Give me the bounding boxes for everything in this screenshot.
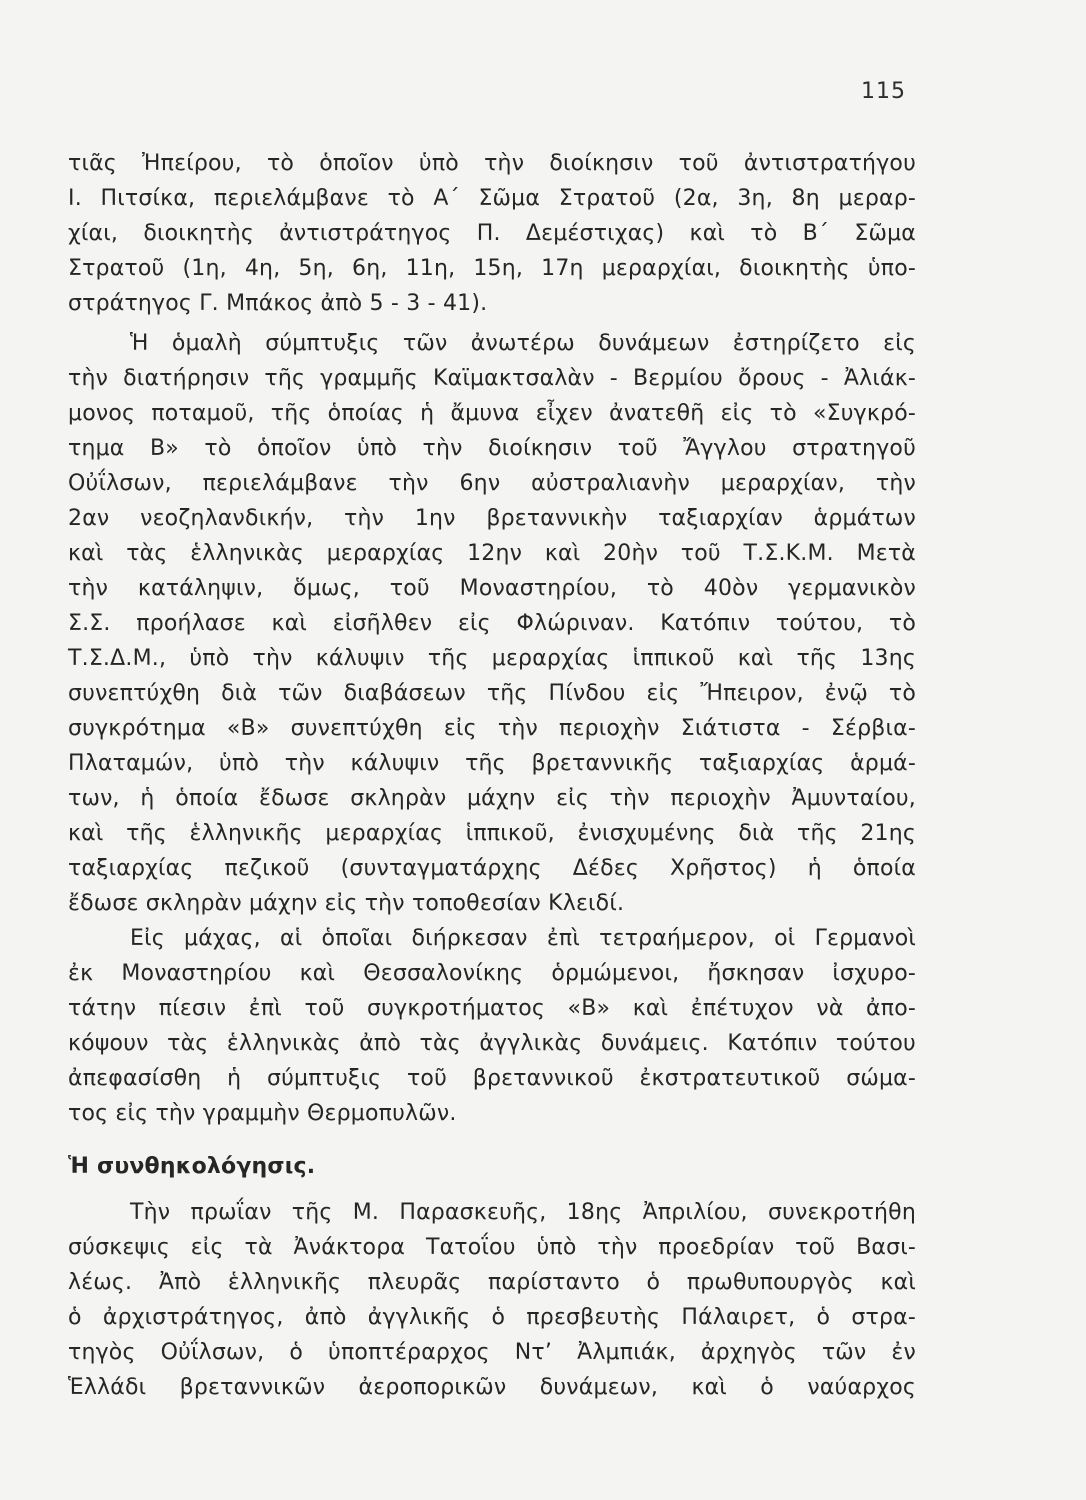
text-line: Πλαταμών, ὑπὸ τὴν κάλυψιν τῆς βρεταννικῆς ταξιαρχίας ἁρμά-: [68, 751, 916, 776]
paragraph: [68, 1195, 916, 1405]
text-line: τιᾶς Ἠπείρου, τὸ ὁποῖον ὑπὸ τὴν διοίκησιν τοῦ ἀντιστρατήγου: [68, 151, 916, 176]
text-line: Στρατοῦ (1η, 4η, 5η, 6η, 11η, 15η, 17η μεραρχίαι, διοικητὴς ὑπο-: [68, 256, 916, 281]
text-line: καὶ τὰς ἑλληνικὰς μεραρχίας 12ην καὶ 20ὴν τοῦ Τ.Σ.Κ.Μ. Μετὰ: [68, 541, 916, 566]
text-line: καὶ τῆς ἑλληνικῆς μεραρχίας ἱππικοῦ, ἐνισχυμένης διὰ τῆς 21ης: [68, 821, 916, 846]
section-heading: Ἡ συνθηκολόγησις.: [68, 1154, 316, 1179]
text-line: τος εἰς τὴν γραμμὴν Θερμοπυλῶν.: [68, 1101, 457, 1126]
text-line: σύσκεψις εἰς τὰ Ἀνάκτορα Τατοΐου ὑπὸ τὴν προεδρίαν τοῦ Βασι-: [68, 1235, 916, 1260]
text-line: Τὴν πρωΐαν τῆς Μ. Παρασκευῆς, 18ης Ἀπριλίου, συνεκροτήθη: [130, 1200, 916, 1225]
text-line: τημα Β» τὸ ὁποῖον ὑπὸ τὴν διοίκησιν τοῦ Ἄγγλου στρατηγοῦ: [68, 436, 916, 461]
text-line: Εἰς μάχας, αἱ ὁποῖαι διήρκεσαν ἐπὶ τετραήμερον, οἱ Γερμανοὶ: [130, 926, 916, 951]
text-line: Τ.Σ.Δ.Μ., ὑπὸ τὴν κάλυψιν τῆς μεραρχίας ἱππικοῦ καὶ τῆς 13ης: [68, 646, 916, 671]
text-line: ἔδωσε σκληρὰν μάχην εἰς τὴν τοποθεσίαν Κλειδί.: [68, 891, 625, 916]
text-line: των, ἡ ὁποία ἔδωσε σκληρὰν μάχην εἰς τὴν περιοχὴν Ἀμυνταίου,: [68, 786, 916, 811]
page-number: 115: [861, 79, 906, 104]
paragraph: [68, 146, 916, 321]
text-line: συνεπτύχθη διὰ τῶν διαβάσεων τῆς Πίνδου εἰς Ἤπειρον, ἐνῷ τὸ: [68, 681, 916, 706]
text-line: τηγὸς Οὐΐλσων, ὁ ὑποπτέραρχος Ντ’ Ἀλμπιάκ, ἀρχηγὸς τῶν ἐν: [68, 1340, 916, 1365]
text-line: ἀπεφασίσθη ἡ σύμπτυξις τοῦ βρεταννικοῦ ἐκστρατευτικοῦ σώμα-: [68, 1066, 916, 1091]
text-line: ἐκ Μοναστηρίου καὶ Θεσσαλονίκης ὁρμώμενοι, ἤσκησαν ἰσχυρο-: [68, 961, 916, 986]
text-line: 2αν νεοζηλανδικήν, τὴν 1ην βρεταννικὴν ταξιαρχίαν ἁρμάτων: [68, 506, 916, 531]
text-line: ὁ ἀρχιστράτηγος, ἀπὸ ἀγγλικῆς ὁ πρεσβευτὴς Πάλαιρετ, ὁ στρα-: [68, 1305, 916, 1330]
text-line: ταξιαρχίας πεζικοῦ (συνταγματάρχης Δέδες Χρῆστος) ἡ ὁποία: [68, 856, 916, 881]
text-line: στράτηγος Γ. Μπάκος ἀπὸ 5 - 3 - 41).: [68, 291, 488, 316]
text-line: Ι. Πιτσίκα, περιελάμβανε τὸ Α΄ Σῶμα Στρατοῦ (2α, 3η, 8η μεραρ-: [68, 186, 916, 211]
text-line: μονος ποταμοῦ, τῆς ὁποίας ἡ ἄμυνα εἶχεν ἀνατεθῆ εἰς τὸ «Συγκρό-: [68, 401, 916, 426]
text-line: κόψουν τὰς ἑλληνικὰς ἀπὸ τὰς ἀγγλικὰς δυνάμεις. Κατόπιν τούτου: [68, 1031, 916, 1056]
text-line: Ἡ ὁμαλὴ σύμπτυξις τῶν ἀνωτέρω δυνάμεων ἐστηρίζετο εἰς: [130, 331, 916, 356]
paragraph: [68, 326, 916, 921]
text-line: τὴν κατάληψιν, ὅμως, τοῦ Μοναστηρίου, τὸ 40ὸν γερμανικὸν: [68, 576, 916, 601]
text-line: Ἑλλάδι βρεταννικῶν ἀεροπορικῶν δυνάμεων, καὶ ὁ ναύαρχος: [68, 1375, 916, 1400]
text-line: Σ.Σ. προήλασε καὶ εἰσῆλθεν εἰς Φλώριναν. Κατόπιν τούτου, τὸ: [68, 611, 916, 636]
text-line: Οὐΐλσων, περιελάμβανε τὴν 6ην αὐστραλιανὴν μεραρχίαν, τὴν: [68, 471, 916, 496]
text-line: χίαι, διοικητὴς ἀντιστράτηγος Π. Δεμέστιχας) καὶ τὸ Β΄ Σῶμα: [68, 221, 916, 246]
text-line: συγκρότημα «Β» συνεπτύχθη εἰς τὴν περιοχὴν Σιάτιστα - Σέρβια-: [68, 716, 916, 741]
paragraph: [68, 921, 916, 1131]
text-line: τὴν διατήρησιν τῆς γραμμῆς Καϊμακτσαλὰν - Βερμίου ὄρους - Ἀλιάκ-: [68, 366, 916, 391]
page-body: [68, 146, 916, 1405]
text-line: τάτην πίεσιν ἐπὶ τοῦ συγκροτήματος «Β» καὶ ἐπέτυχον νὰ ἀπο-: [68, 996, 916, 1021]
text-line: λέως. Ἀπὸ ἑλληνικῆς πλευρᾶς παρίσταντο ὁ πρωθυπουργὸς καὶ: [68, 1270, 916, 1295]
